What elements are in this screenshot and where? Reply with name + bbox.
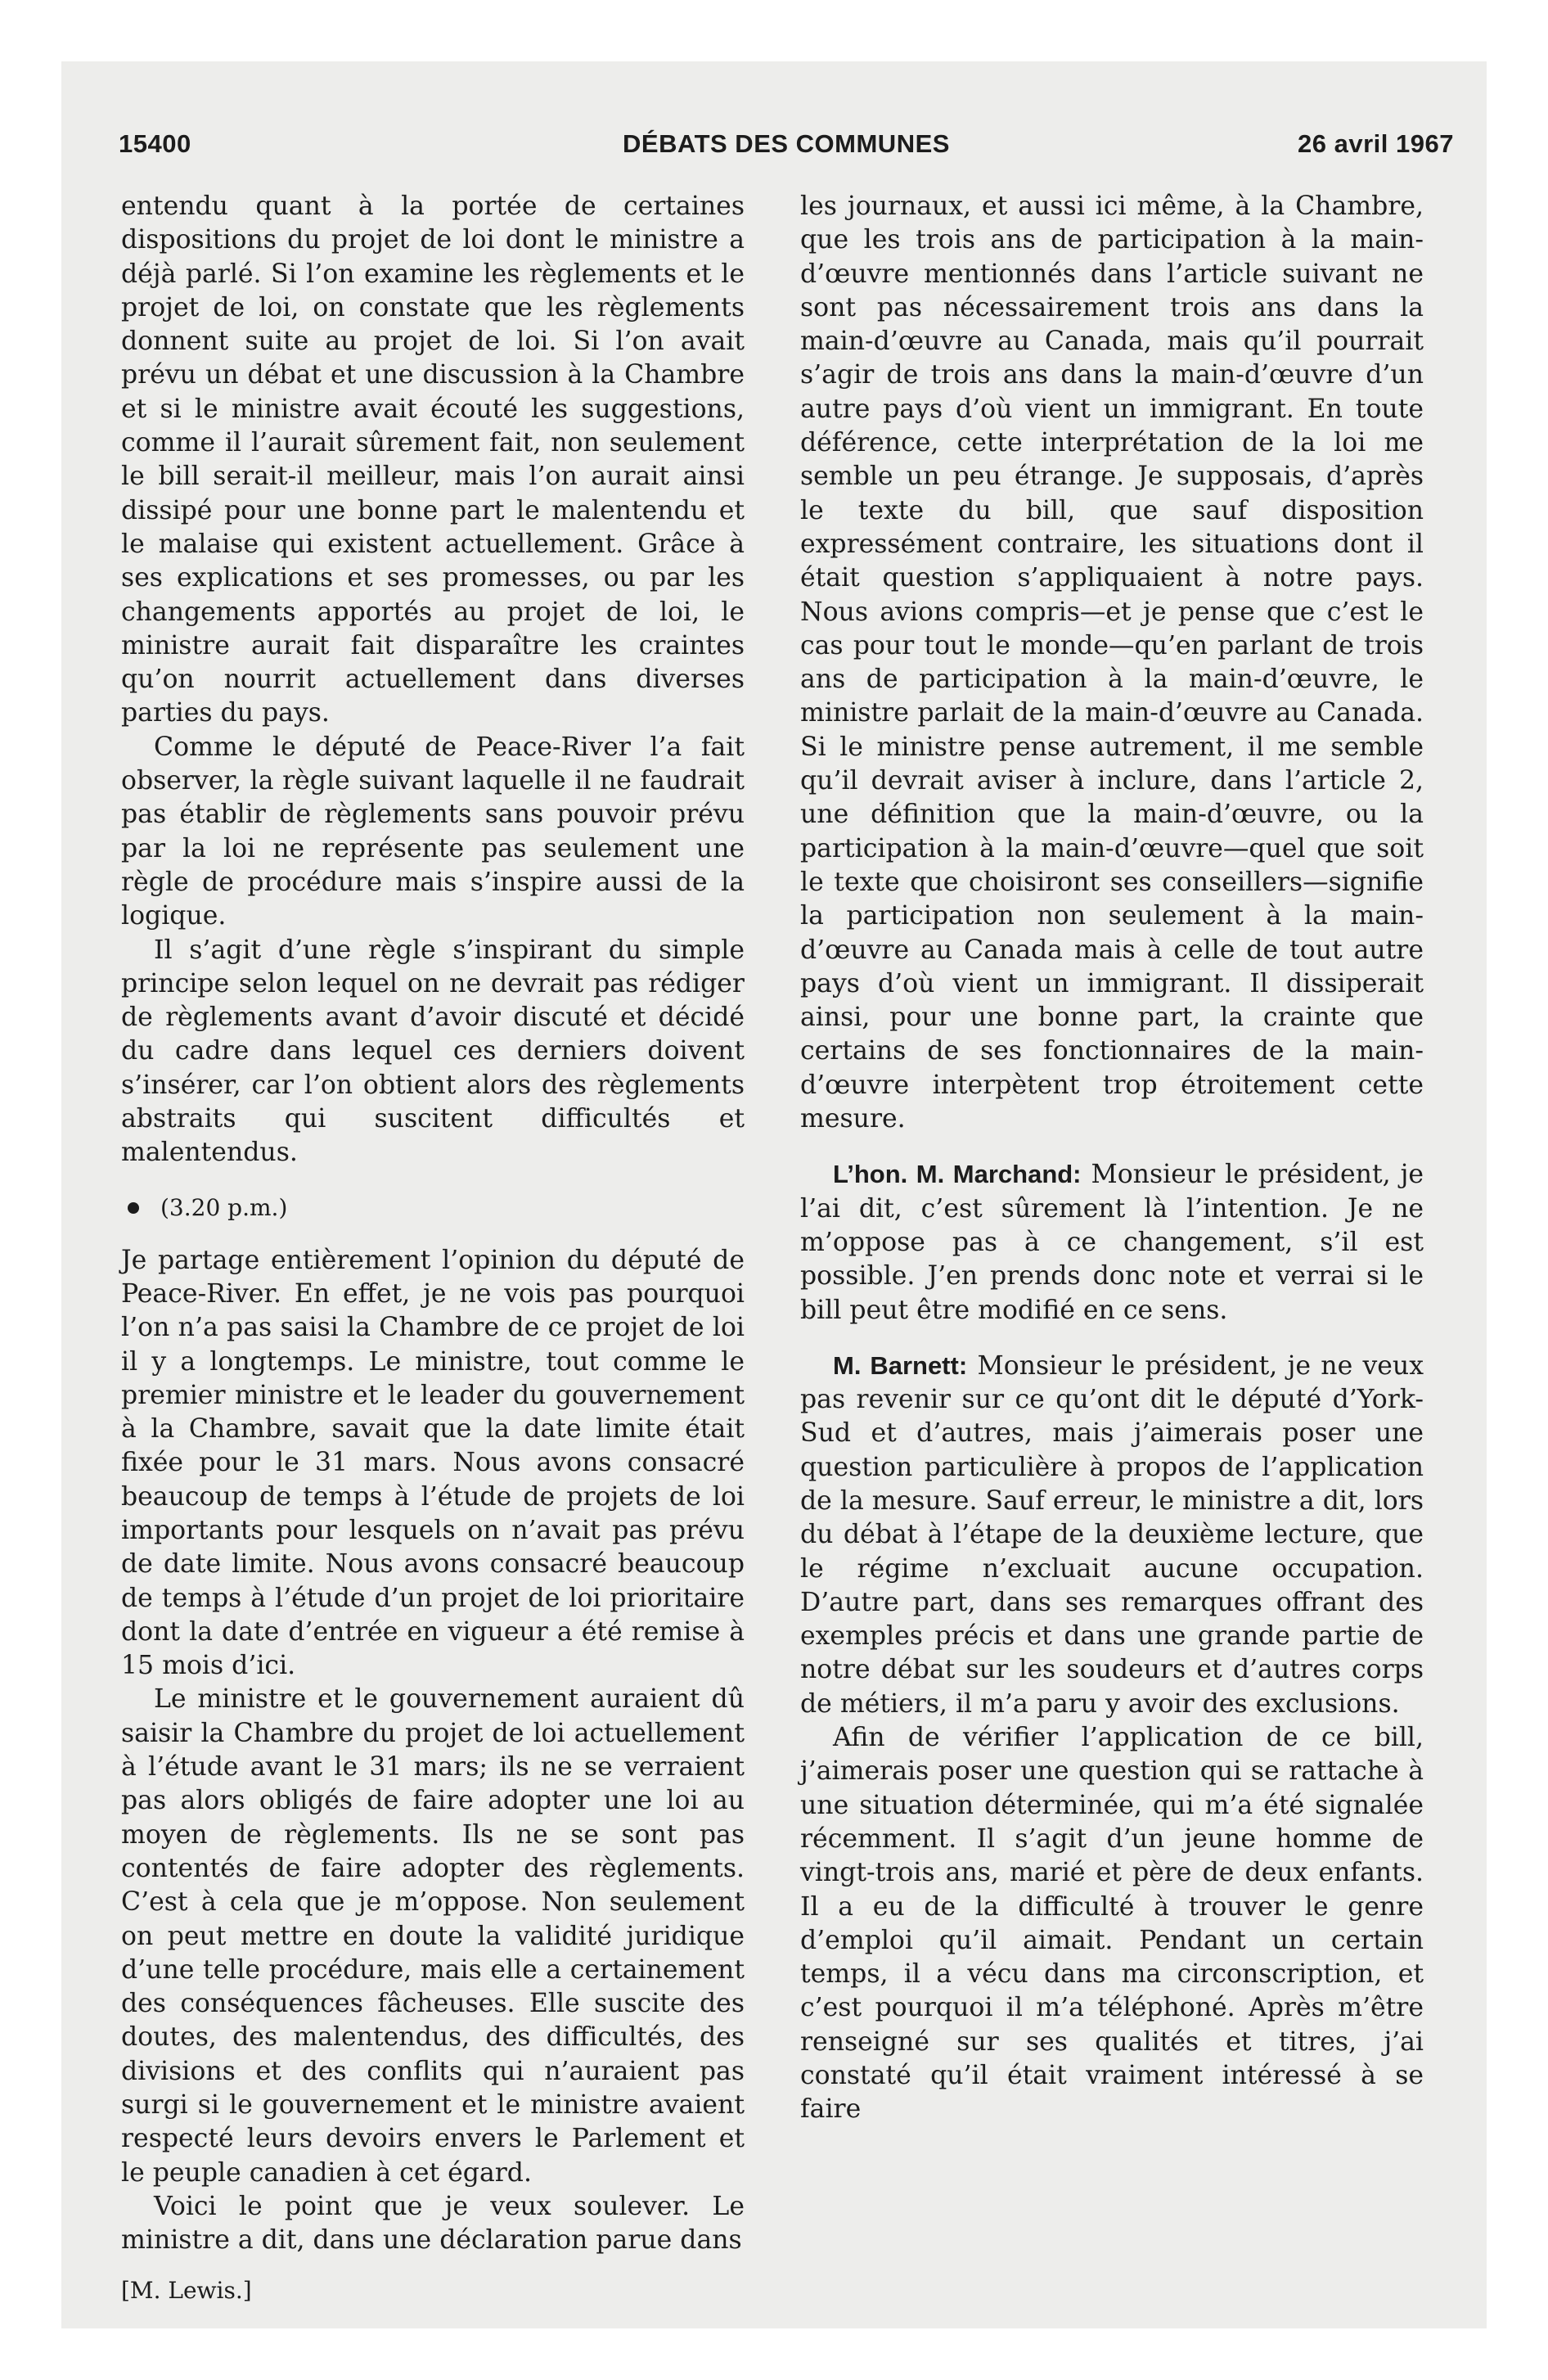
bullet-icon [128, 1202, 139, 1214]
paragraph: Le ministre et le gouvernement auraient dû saisir la Chambre du projet de loi actuellement à l’étude avant le 31 mars; ils ne se verraient pas alors obligés de faire adopter une loi au moyen de règlements. Ils ne se sont pas contentés de faire adopter des règlements. C’est à cela que je m’oppose. Non seulement on peut mettre en doute la validité juridique d’une telle procédure, mais elle a certainement des conséquences fâcheuses. Elle suscite des doutes, des malentendus, des difficultés, des divisions et des conflits qui n’auraient pas surgi si le gouvernement et le ministre avaient respecté leurs devoirs envers le Parlement et le peuple canadien à cet égard. [121, 1684, 745, 2188]
publication-title: DÉBATS DES COMMUNES [623, 129, 950, 158]
speech-paragraph [800, 1157, 1424, 1327]
speaker-name: M. Barnett: [833, 1350, 968, 1380]
paragraph: Il s’agit d’une règle s’inspirant du simple principe selon lequel on ne devrait pas rédiger de règlements avant d’avoir discuté et décidé du cadre dans lequel ces derniers doivent s’insérer, car l’on obtient alors des règlements abstraits qui suscitent difficultés et malentendus. [121, 935, 745, 1168]
right-column [800, 190, 1424, 2127]
speech-paragraph [800, 1349, 1424, 1721]
speaker-footnote: [M. Lewis.] [121, 2276, 252, 2304]
paragraph: entendu quant à la portée de certaines dispositions du projet de loi dont le ministre a déjà parlé. Si l’on examine les règlements et le projet de loi, on constate que les règlements donnent suite au projet de loi. Si l’on avait prévu un débat et une discussion à la Chambre et si le ministre avait écouté les suggestions, comme il l’aurait sûrement fait, non seulement le bill serait-il meilleur, mais l’on aurait ainsi dissipé pour une bonne part le malentendu et le malaise qui existent actuellement. Grâce à ses explications et ses promesses, ou par les changements apportés au projet de loi, le ministre aurait fait disparaître les craintes qu’on nourrit actuellement dans diverses parties du pays. [121, 192, 745, 728]
speech-text: Monsieur le président, je l’ai dit, c’est sûrement là l’intention. Je ne m’oppose pas à ce changement, s’il est possible. J’en prends donc note et verrai si le bill peut être modifié en ce sens. [800, 1160, 1424, 1325]
page-number: 15400 [119, 129, 191, 158]
speech-text: Monsieur le président, je ne veux pas revenir sur ce qu’ont dit le député d’York-Sud et d’autres, mais j’aimerais poser une question particulière à propos de l’application de la mesure. Sauf erreur, le ministre a dit, lors du débat à l’étape de la deuxième lecture, que le régime n’excluait aucune occupation. D’autre part, dans ses remarques offrant des exemples précis et dans une grande partie de notre débat sur les soudeurs et d’autres corps de métiers, il m’a paru y avoir des exclusions. [800, 1350, 1424, 1719]
speaker-name: L’hon. M. Marchand: [833, 1160, 1082, 1189]
timestamp-marker [121, 1193, 745, 1223]
paragraph: Voici le point que je veux soulever. Le ministre a dit, dans une déclaration parue dans [121, 2191, 745, 2256]
paragraph: Comme le député de Peace-River l’a fait observer, la règle suivant laquelle il ne faudrait pas établir de règlements sans pouvoir prévu par la loi ne représente pas seulement une règle de procédure mais s’inspire aussi de la logique. [121, 732, 745, 931]
paragraph: Je partage entièrement l’opinion du député de Peace-River. En effet, je ne vois pas pourquoi l’on n’a pas saisi la Chambre de ce projet de loi il y a longtemps. Le ministre, tout comme le premier ministre et le leader du gouvernement à la Chambre, savait que la date limite était fixée pour le 31 mars. Nous avons consacré beaucoup de temps à l’étude de projets de loi importants pour lesquels on n’avait pas prévu de date limite. Nous avons consacré beaucoup de temps à l’étude d’un projet de loi prioritaire dont la date d’entrée en vigueur a été remise à 15 mois d’ici. [121, 1245, 745, 1681]
paragraph: les journaux, et aussi ici même, à la Chambre, que les trois ans de participation à la main-d’œuvre mentionnés dans l’article suivant ne sont pas nécessairement trois ans dans la main-d’œuvre au Canada, mais qu’il pourrait s’agir de trois ans dans la main-d’œuvre d’un autre pays d’où vient un immigrant. En toute déférence, cette interprétation de la loi me semble un peu étrange. Je supposais, d’après le texte du bill, que sauf disposition expressément contraire, les situations dont il était question s’appliquaient à notre pays. Nous avions compris—et je pense que c’est le cas pour tout le monde—qu’en parlant de trois ans de participation à la main-d’œuvre, le ministre parlait de la main-d’œuvre au Canada. Si le ministre pense autrement, il me semble qu’il devrait aviser à inclure, dans l’article 2, une définition que la main-d’œuvre, ou la participation à la main-d’œuvre—quel que soit le texte que choisiront ses conseillers—signifie la participation non seulement à la main-d’œuvre au Canada mais à celle de tout autre pays d’où vient un immigrant. Il dissiperait ainsi, pour une bonne part, la crainte que certains de ses fonctionnaires de la main-d’œuvre interpètent trop étroitement cette mesure. [800, 192, 1424, 1134]
timestamp-text: (3.20 p.m.) [160, 1193, 288, 1221]
running-header [119, 129, 1454, 162]
paragraph: Afin de vérifier l’application de ce bill, j’aimerais poser une question qui se rattache à une situation déterminée, qui m’a été signalée récemment. Il s’agit d’un jeune homme de vingt-trois ans, marié et père de deux enfants. Il a eu de la difficulté à trouver le genre d’emploi qu’il aimait. Pendant un certain temps, il a vécu dans ma circonscription, et c’est pourquoi il m’a téléphoné. Après m’être renseigné sur ses qualités et titres, j’ai constaté qu’il était vraiment intéressé à se faire [800, 1723, 1424, 2125]
header-date: 26 avril 1967 [1298, 129, 1454, 158]
left-column [121, 190, 745, 2306]
